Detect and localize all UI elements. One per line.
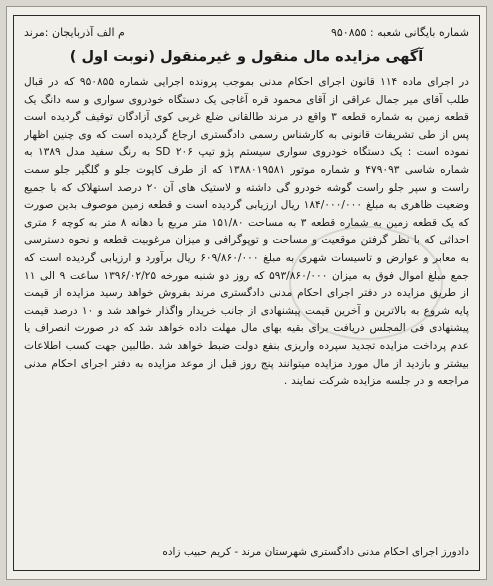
notice-signature: دادورز اجرای احکام مدنی دادگستری شهرستان مرند - کریم حبیب زاده (162, 546, 469, 558)
newspaper-clipping (6, 6, 487, 580)
notice-body-text: در اجرای ماده ۱۱۴ قانون اجرای احکام مدنی بموجب پرونده اجرایی شماره ۹۵۰۸۵۵ که در قبال طلب آقای میر جمال عراقی از آقای محمود قره آغاجی یک دستگاه خودروی سواری و سه دانگ یک قطعه زمین به شماره قطعه ۳ واقع در مرند طالقانی ضلع غربی کوی آزادگان توقیف گردیده است پس از طی تشریفات قانونی به کارشناس رسمی دادگستری ارجاع گردیده است که وی چنین اظهار نموده است : یک دستگاه خودروی سواری سیستم پژو تیپ ۲۰۶ SD به رنگ سفید مدل ۱۳۸۹ به شماره شاسی ۴۷۹۰۹۳ و شماره موتور ۱۳۸۸۰۱۹۵۸۱ که از طرف کاپوت جلو و گلگیر جلو سمت راست و سپر جلو راست گوشه خودرو گی داشته و لاستیک های آن ۲۰ درصد استهلاک که با جمیع وضعیت ظاهری به مبلغ ۱۸۴/۰۰۰/۰۰۰ ریال ارزیابی گردیده است و قطعه زمین موصوف بدین صورت که یک قطعه زمین به شماره قطعه ۳ به مساحت ۱۵۱/۸۰ متر مربع با دهانه ۸ متر به کوچه ۶ متری احداثی که با نظر گرفتن موقعیت و مساحت و توپوگرافی و میزان مرغوبیت قطعه و نحوه دسترسی به معابر و عوارض و تاسیسات شهری به مبلغ ۶۰۹/۸۶۰/۰۰۰ ریال برآورد و ارزیابی گردیده است که جمع مبلغ اموال فوق به میزان ۵۹۳/۸۶۰/۰۰۰ که روز دو شنبه مورخه ۱۳۹۶/۰۲/۲۵ ساعت ۹ الی ۱۱ از طریق مزایده در دفتر اجرای احکام مدنی دادگستری مرند بفروش خواهد رسید مزایده از قیمت پایه شروع به بالاترین و آخرین قیمت پیشنهادی از جانب خریدار واگذار خواهد شد و ۱۰ درصد قیمت پیشنهادی فی المجلس دریافت برای بقیه بهای مال مهلت داده خواهد شد که در صورت انصراف یا عدم پرداخت مزایده تجدید سپرده واریزی بنفع دولت ضبط خواهد شد .طالبین جهت کسب اطلاعات بیشتر و بازدید از مال مورد مزایده میتوانند پنج روز قبل از موعد مزایده به دفتر اجرای احکام مدنی مراجعه و در جلسه مزایده شرکت نمایند . (24, 76, 469, 388)
notice-frame (13, 15, 480, 571)
notice-header (24, 24, 469, 42)
notice-body (24, 74, 469, 391)
notice-title: آگهی مزایده مال منقول و غیرمنقول (نوبت اول ) (69, 49, 424, 65)
office-code: م الف آذربایجان :مرند (24, 26, 125, 39)
archive-number: شماره بایگانی شعبه : ۹۵۰۸۵۵ (330, 26, 469, 39)
